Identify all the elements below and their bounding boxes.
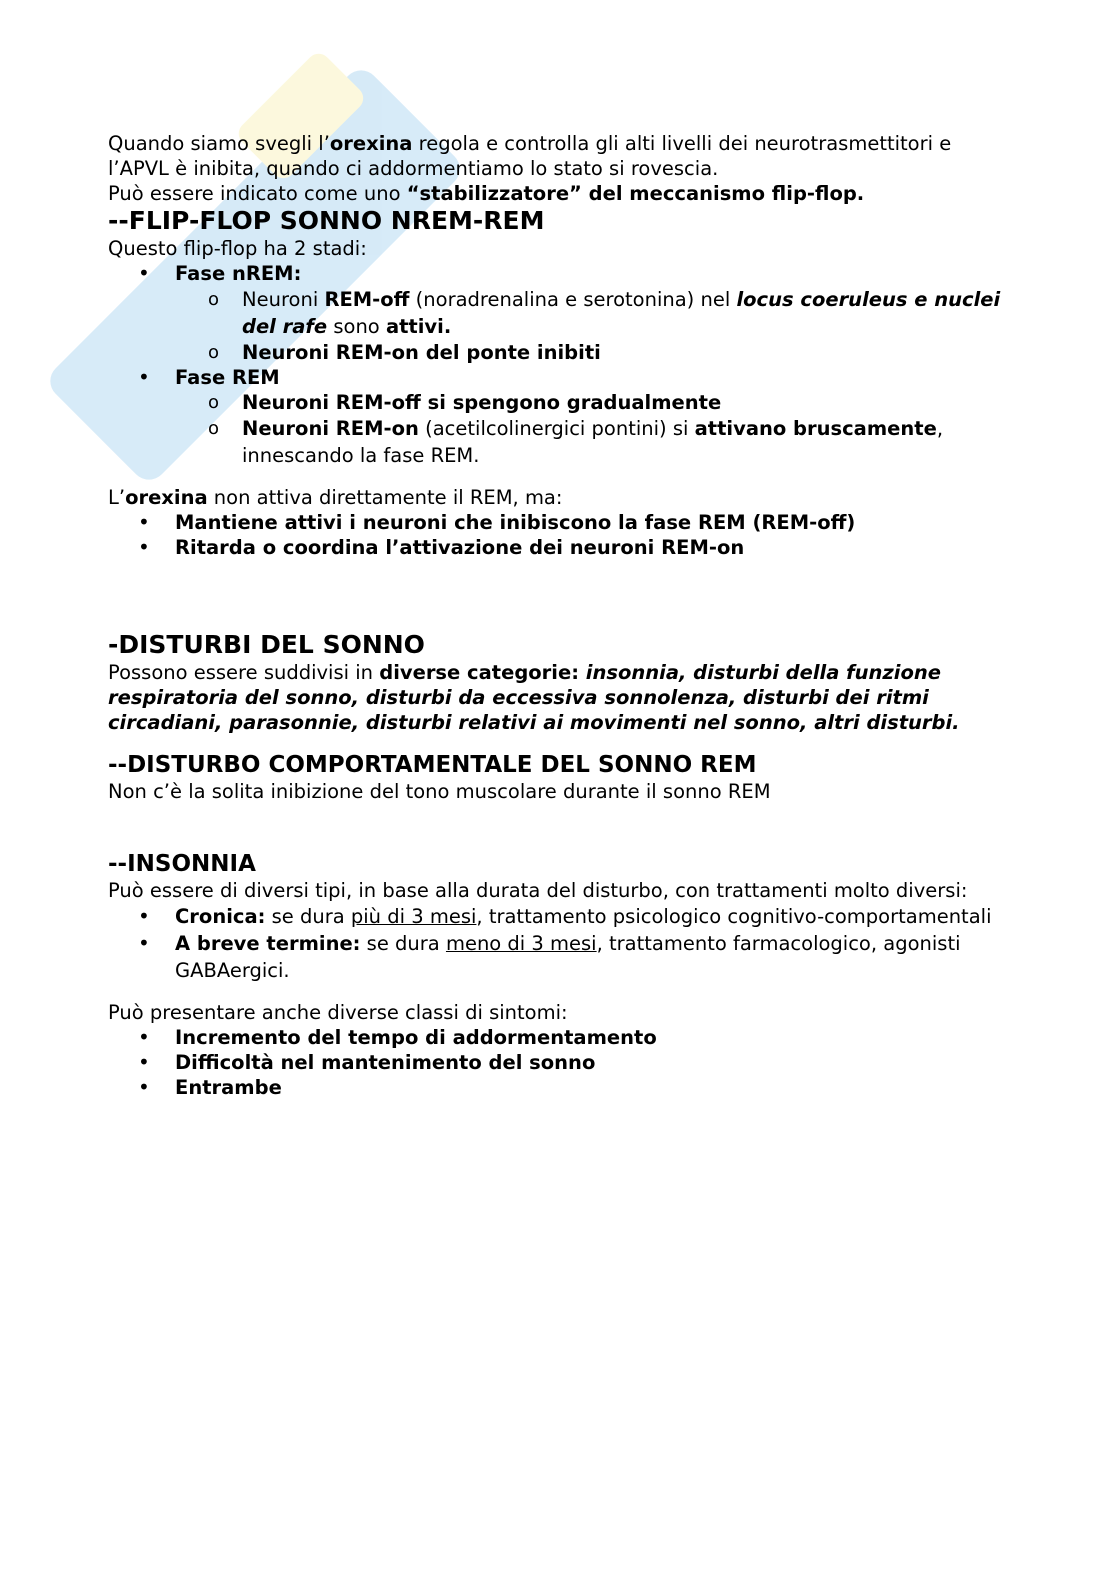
- list-item: • Entrambe: [175, 1075, 1013, 1100]
- list-item: o Neuroni REM-off (noradrenalina e serotonina) nel locus coeruleus e nuclei del rafe sono attivi.: [242, 286, 1013, 340]
- list-item: o Neuroni REM-off si spengono gradualmente: [242, 390, 1013, 415]
- sintomi-list: [108, 1025, 1013, 1100]
- flipflop-stages-list: [108, 261, 1013, 469]
- disturbi-heading: -DISTURBI DEL SONNO: [108, 630, 425, 659]
- list-item: • Fase REM o Neuroni REM-off si spengono gradualmente o Neuroni REM-on (acetilcolinergici pontini) si attivano bruscamente, innescando la fase REM.: [175, 365, 1013, 469]
- intro-paragraph-2: Può essere indicato come uno “stabilizzatore” del meccanismo flip-flop.: [108, 182, 865, 205]
- sintomi-intro: Può presentare anche diverse classi di sintomi:: [108, 1001, 568, 1024]
- insonnia-heading: --INSONNIA: [108, 851, 256, 877]
- flipflop-intro: Questo flip-flop ha 2 stadi:: [108, 237, 367, 260]
- list-item: o Neuroni REM-on (acetilcolinergici pontini) si attivano bruscamente, innescando la fase REM.: [242, 415, 1013, 469]
- document-page: [108, 131, 1013, 1100]
- rem-sublist: [175, 390, 1013, 469]
- insonnia-types-list: [108, 903, 1013, 984]
- list-item: • A breve termine: se dura meno di 3 mesi, trattamento farmacologico, agonisti GABAergici.: [175, 930, 1013, 984]
- list-item: • Ritarda o coordina l’attivazione dei neuroni REM-on: [175, 535, 1013, 560]
- disturbi-paragraph: Possono essere suddivisi in diverse categorie: insonnia, disturbi della funzione respiratoria del sonno, disturbi da eccessiva sonnolenza, disturbi dei ritmi circadiani, parasonnie, disturbi relativi ai movimenti nel sonno, altri disturbi.: [108, 661, 960, 734]
- list-item: • Incremento del tempo di addormentamento: [175, 1025, 1013, 1050]
- orexina-paragraph: L’orexina non attiva direttamente il REM, ma:: [108, 486, 563, 509]
- intro-paragraph-1: Quando siamo svegli l’orexina regola e controlla gli alti livelli dei neurotrasmettitori e l’APVL è inibita, quando ci addormentiamo lo stato si rovescia.: [108, 132, 952, 180]
- list-item: • Mantiene attivi i neuroni che inibiscono la fase REM (REM-off): [175, 510, 1013, 535]
- orexina-list: [108, 510, 1013, 560]
- flipflop-heading: --FLIP-FLOP SONNO NREM-REM: [108, 206, 545, 235]
- list-item: • Fase nREM: o Neuroni REM-off (noradrenalina e serotonina) nel locus coeruleus e nuclei del rafe sono attivi. o Neuroni REM-on del ponte inibiti: [175, 261, 1013, 365]
- nrem-sublist: [175, 286, 1013, 365]
- comportamentale-paragraph: Non c’è la solita inibizione del tono muscolare durante il sonno REM: [108, 780, 771, 803]
- list-item: • Difficoltà nel mantenimento del sonno: [175, 1050, 1013, 1075]
- list-item: o Neuroni REM-on del ponte inibiti: [242, 340, 1013, 365]
- list-item: • Cronica: se dura più di 3 mesi, trattamento psicologico cognitivo-comportamentali: [175, 903, 1013, 930]
- insonnia-intro: Può essere di diversi tipi, in base alla durata del disturbo, con trattamenti molto diversi:: [108, 879, 968, 902]
- comportamentale-heading: --DISTURBO COMPORTAMENTALE DEL SONNO REM: [108, 752, 757, 778]
